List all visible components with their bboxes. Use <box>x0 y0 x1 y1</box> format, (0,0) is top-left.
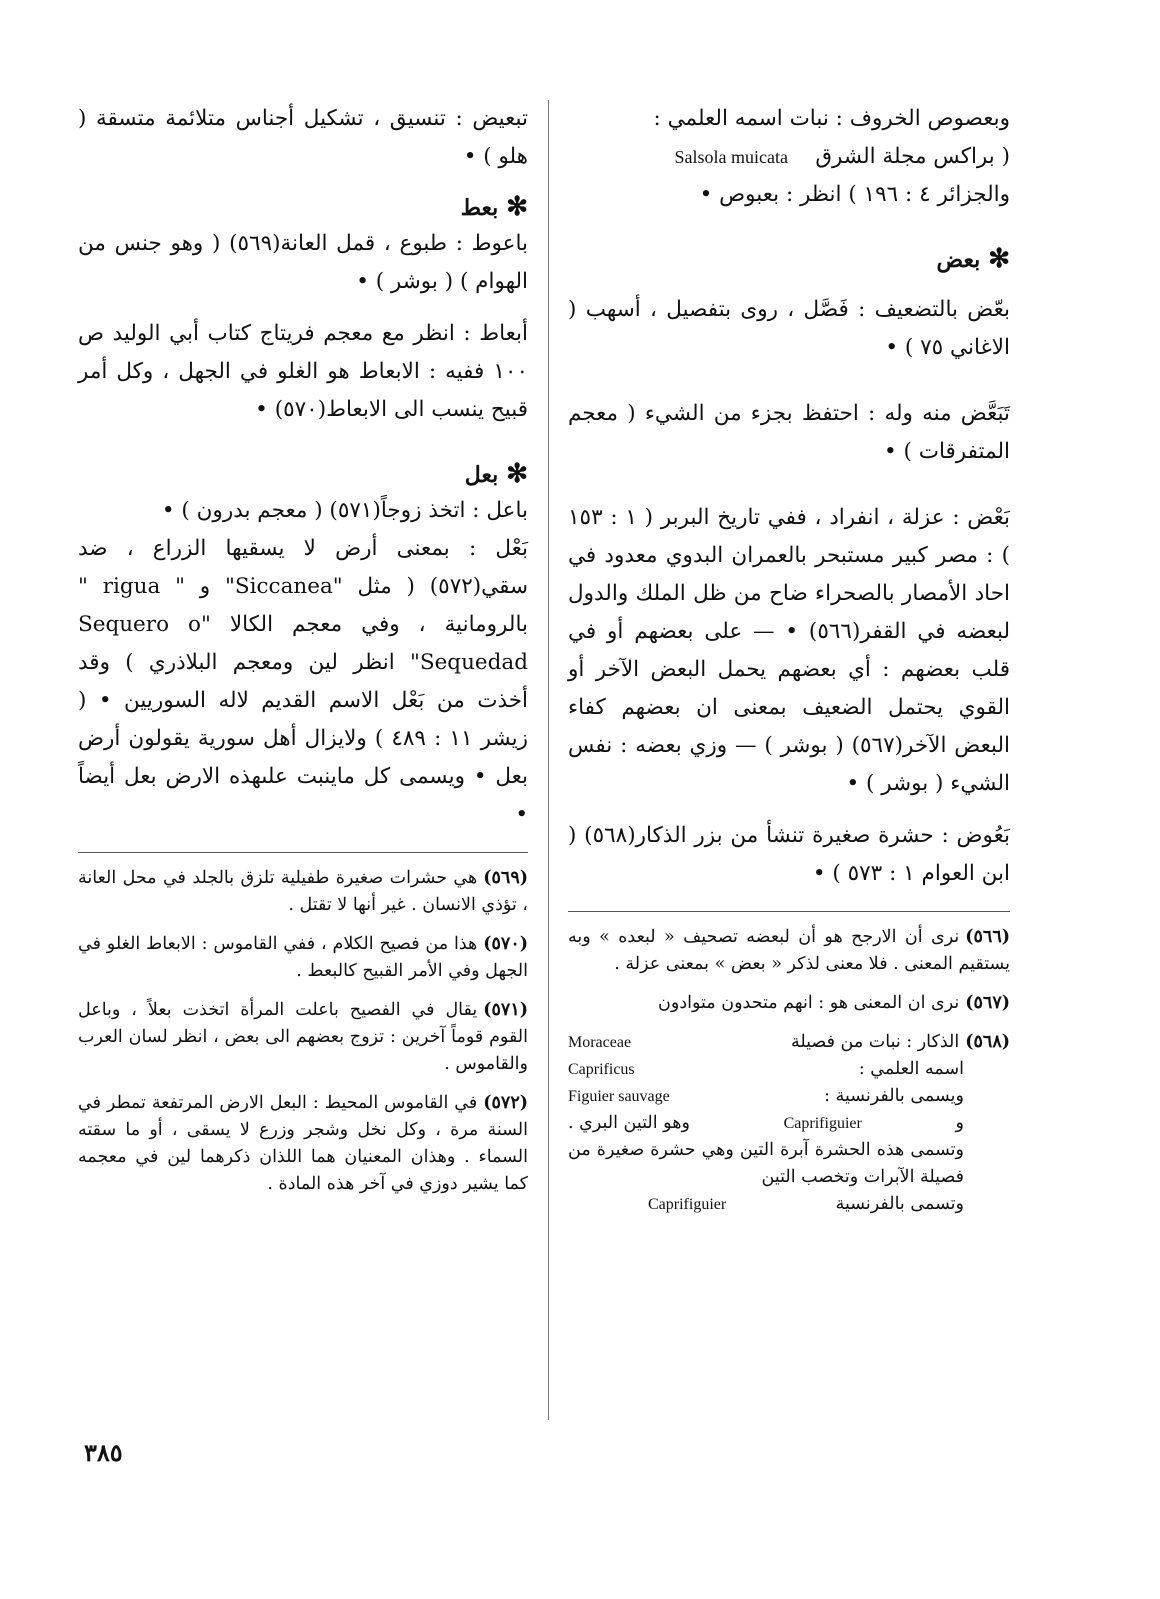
entry-text: بعّض بالتضعيف : فَصَّل ، روى بتفصيل ، أسهب ( الاغاني ٧٥ ) • <box>568 297 1010 360</box>
footnote <box>78 1090 528 1198</box>
root-heading-baat <box>78 190 528 225</box>
footnote-number: (٥٦٩) <box>483 868 528 888</box>
footnote <box>78 931 528 985</box>
latin-term: Salsola muicata <box>674 147 788 167</box>
entry-text: بَعْض : عزلة ، انفراد ، ففي تاريخ البربر ( ١ : ١٥٣ ) : مصر كبير مستبحر بالعمران البدوي معدود في احاد الأمصار بالصحراء ضاح من ظل الملك والدول لبعضه في القفر(٥٦٦) • — على بعضهم أو في قلب بعضهم : أي بعضهم يحمل البعض الآخر أو القوي يحتمل الضعيف بمعنى ان بعضهم كفاء البعض الآخر(٥٦٧) ( بوشر ) — وزي بعضه : نفس الشيء ( بوشر ) • <box>568 505 1010 796</box>
entry-text: بَعْل : بمعنى أرض لا يسقيها الزراع ، ضد سقي(٥٧٢) ( مثل "Siccanea" و " rigua " بالرومانية ، وفي معجم الكالا "Sequero o Sequedad" انظر لين ومعجم البلاذري ) وقد أخذت من بَعْل الاسم القديم لاله السوريين • ( زيشر ١١ : ٤٨٩ ) ولايزال أهل سورية يقولون أرض بعل • ويسمى كل ماينبت علىهذه الارض بعل أيضاً • <box>78 536 528 827</box>
footnote-text: يقال في الفصيح باعلت المرأة اتخذت بعلاً ، وباعل القوم قوماً آخرين : تزوج بعضهم الى بعض ، انظر لسان العرب والقاموس . <box>78 1000 528 1074</box>
latin-term: Caprifiguier <box>783 1115 862 1132</box>
footnote-number: (٥٧٢) <box>483 1093 528 1113</box>
latin-term: Figuier sauvage <box>568 1088 670 1105</box>
footnote-text: نرى ان المعنى هو : انهم متحدون متوادون <box>658 993 960 1013</box>
right-column <box>568 100 1010 1218</box>
footnote-text: وهو التين البري . <box>568 1113 690 1133</box>
footnote-number: (٥٧١) <box>483 1000 528 1020</box>
root-heading-baal <box>78 457 528 492</box>
root-heading-label: بعط <box>460 195 499 221</box>
footnote-text: الذكار : نبات من فصيلة <box>790 1032 960 1052</box>
footnote <box>568 924 1010 978</box>
footnote-number: (٥٧٠) <box>483 934 528 954</box>
footnote-number: (٥٦٨) <box>965 1032 1010 1052</box>
column-divider <box>548 100 549 1420</box>
latin-term: Moraceae <box>568 1034 632 1051</box>
entry-text: تبعيض : تنسيق ، تشكيل أجناس متلائمة متسقة ( هلو ) • <box>78 106 528 169</box>
intro-line-3: والجزائر ٤ : ١٩٦ ) انظر : بعبوص • <box>699 182 1010 207</box>
root-heading-label: بعل <box>464 462 499 488</box>
page-number: ٣٨٥ <box>84 1438 123 1467</box>
left-column <box>78 100 528 1210</box>
intro-line-1: وبعصوص الخروف : نبات اسمه العلمي : <box>653 106 1010 131</box>
footnote-text: وتسمى هذه الحشرة آبرة التين وهي حشرة صغيرة من فصيلة الآبرات وتخصب التين <box>568 1140 964 1187</box>
entry-text: بَعُوض : حشرة صغيرة تنشأ من بزر الذكار(٥٦٨) ( ابن العوام ١ : ٥٧٣ ) • <box>568 823 1010 886</box>
root-heading-baad <box>568 242 1010 277</box>
footnote-divider <box>78 852 528 853</box>
footnote-text: وتسمى بالفرنسية <box>835 1194 964 1214</box>
footnote <box>78 865 528 919</box>
asterisk-icon: ✻ <box>506 192 528 222</box>
entry-text: تَبَعَّض منه وله : احتفظ بجزء من الشيء ( معجم المتفرقات ) • <box>568 401 1010 464</box>
footnote-text: نرى أن الارجح هو أن لبعضه تصحيف « لبعده » وبه يستقيم المعنى . فلا معنى لذكر « بعض » بمعنى عزلة . <box>568 927 1010 974</box>
asterisk-icon: ✻ <box>988 244 1010 274</box>
latin-term: Caprifiguier <box>648 1196 727 1213</box>
footnote-text: اسمه العلمي : <box>858 1059 964 1079</box>
root-heading-label: بعض <box>936 247 981 273</box>
latin-term: Caprificus <box>568 1061 635 1078</box>
footnote <box>568 990 1010 1017</box>
entry-text: باعوط : طبوع ، قمل العانة(٥٦٩) ( وهو جنس من الهوام ) ( بوشر ) • <box>78 231 529 294</box>
asterisk-icon: ✻ <box>506 459 528 489</box>
footnote-text: و <box>955 1113 964 1133</box>
entry-text: باعل : اتخذ زوجاً(٥٧١) ( معجم بدرون ) • <box>161 498 528 523</box>
entry-text: أبعاط : انظر مع معجم فريتاج كتاب أبي الوليد ص ١٠٠ ففيه : الابعاط هو الغلو في الجهل ، وكل أمر قبيح ينسب الى الابعاط(٥٧٠) • <box>78 321 528 422</box>
footnote-divider <box>568 911 1010 912</box>
intro-line-2 <box>568 138 1010 176</box>
intro-line-2-arabic: ( براكس مجلة الشرق <box>815 144 1010 169</box>
footnote-text: في القاموس المحيط : البعل الارض المرتفعة تمطر في السنة مرة ، وكل نخل وشجر وزرع لا يسقى ، أو ما سقته السماء . وهذان المعنيان هما اللذان ذكرهما لين في معجمه كما يشير دوزي في آخر هذه المادة . <box>78 1093 528 1194</box>
footnote <box>568 1029 1010 1218</box>
footnote <box>78 997 528 1078</box>
footnote-text: هذا من فصيح الكلام ، ففي القاموس : الابعاط الغلو في الجهل وفي الأمر القبيح كالبعط . <box>78 934 528 981</box>
footnote-number: (٥٦٦) <box>965 927 1010 947</box>
footnote-text: هي حشرات صغيرة طفيلية تلزق بالجلد في محل العانة ، تؤذي الانسان . غير أنها لا تقتل . <box>78 868 528 915</box>
footnote-text: ويسمى بالفرنسية : <box>824 1086 964 1106</box>
footnote-number: (٥٦٧) <box>965 993 1010 1013</box>
